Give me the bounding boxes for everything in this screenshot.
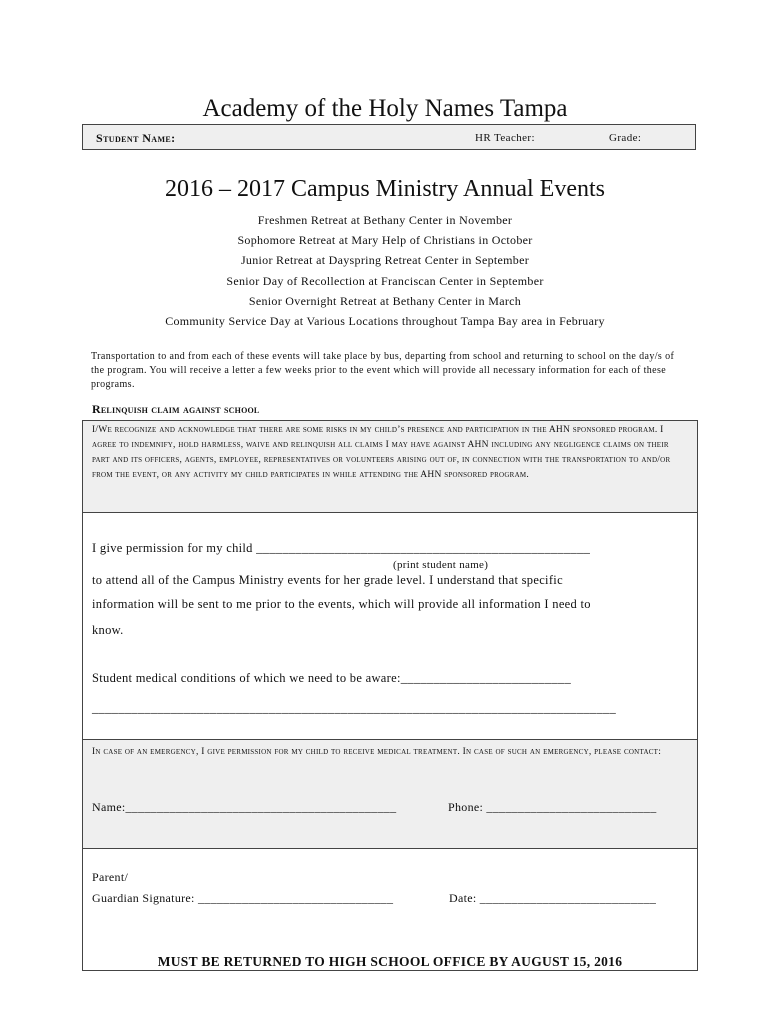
events-title: 2016 – 2017 Campus Ministry Annual Events <box>165 176 605 202</box>
list-item: Community Service Day at Various Locations throughout Tampa Bay area in February <box>165 313 605 328</box>
grade-label: Grade: <box>609 132 642 144</box>
school-title: Academy of the Holy Names Tampa <box>202 95 568 122</box>
medical-conditions-field[interactable]: Student medical conditions of which we need to be aware:__________________________ <box>92 671 572 685</box>
emergency-name-field[interactable]: Name:___________________________________________ <box>92 800 397 814</box>
permission-line-4: know. <box>92 623 124 637</box>
emergency-text: In case of an emergency, I give permission for my child to receive medical treatment. In case of such an emergency, please contact: <box>92 747 662 757</box>
emergency-section <box>83 739 697 849</box>
permission-form <box>82 420 698 971</box>
list-item: Junior Retreat at Dayspring Retreat Center in September <box>240 253 530 268</box>
list-item: Sophomore Retreat at Mary Help of Christians in October <box>237 233 533 248</box>
guardian-signature-field[interactable]: Guardian Signature: _______________________________ <box>92 891 394 905</box>
student-name-label: Student Name: <box>96 131 176 145</box>
relinquish-heading: Relinquish claim against school <box>92 402 260 416</box>
permission-line-2: to attend all of the Campus Ministry events for her grade level. I understand that specific <box>92 573 563 587</box>
permission-line-3: information will be sent to me prior to the events, which will provide all information I need to <box>92 597 591 611</box>
transport-note: Transportation to and from each of these events will take place by bus, departing from school and returning to school on the day/s of the program. You will receive a letter a few weeks prior to the event which will provide all necessary information for each of these programs. <box>91 351 675 390</box>
relinquish-text: I/We recognize and acknowledge that there are some risks in my child’s presence and participation in the AHN sponsored program. I agree to indemnify, hold harmless, waive and relinquish all claims I may have against AHN including any negligence claims on their part and its officers, agents, employee, representatives or volunteers arising out of, in connection with the transportation to and/or from the event, or any activity my child participates in while attending the AHN sponsored program. <box>83 421 697 513</box>
parent-label: Parent/ <box>92 870 129 884</box>
print-student-name-label: (print student name) <box>393 559 489 571</box>
medical-conditions-line[interactable]: ________________________________________________________________________________ <box>92 701 616 715</box>
date-field[interactable]: Date: ____________________________ <box>449 891 657 905</box>
permission-line-1: I give permission for my child ___________________________________________________ <box>92 541 591 555</box>
list-item: Senior Overnight Retreat at Bethany Center in March <box>248 293 522 308</box>
list-item: Freshmen Retreat at Bethany Center in November <box>257 213 513 227</box>
event-list <box>0 210 770 331</box>
return-notice: MUST BE RETURNED TO HIGH SCHOOL OFFICE BY AUGUST 15, 2016 <box>157 954 623 969</box>
student-info-bar <box>82 124 696 150</box>
emergency-phone-field[interactable]: Phone: ___________________________ <box>448 800 657 814</box>
hr-teacher-label: HR Teacher: <box>475 132 535 144</box>
list-item: Senior Day of Recollection at Franciscan Center in September <box>226 273 544 288</box>
